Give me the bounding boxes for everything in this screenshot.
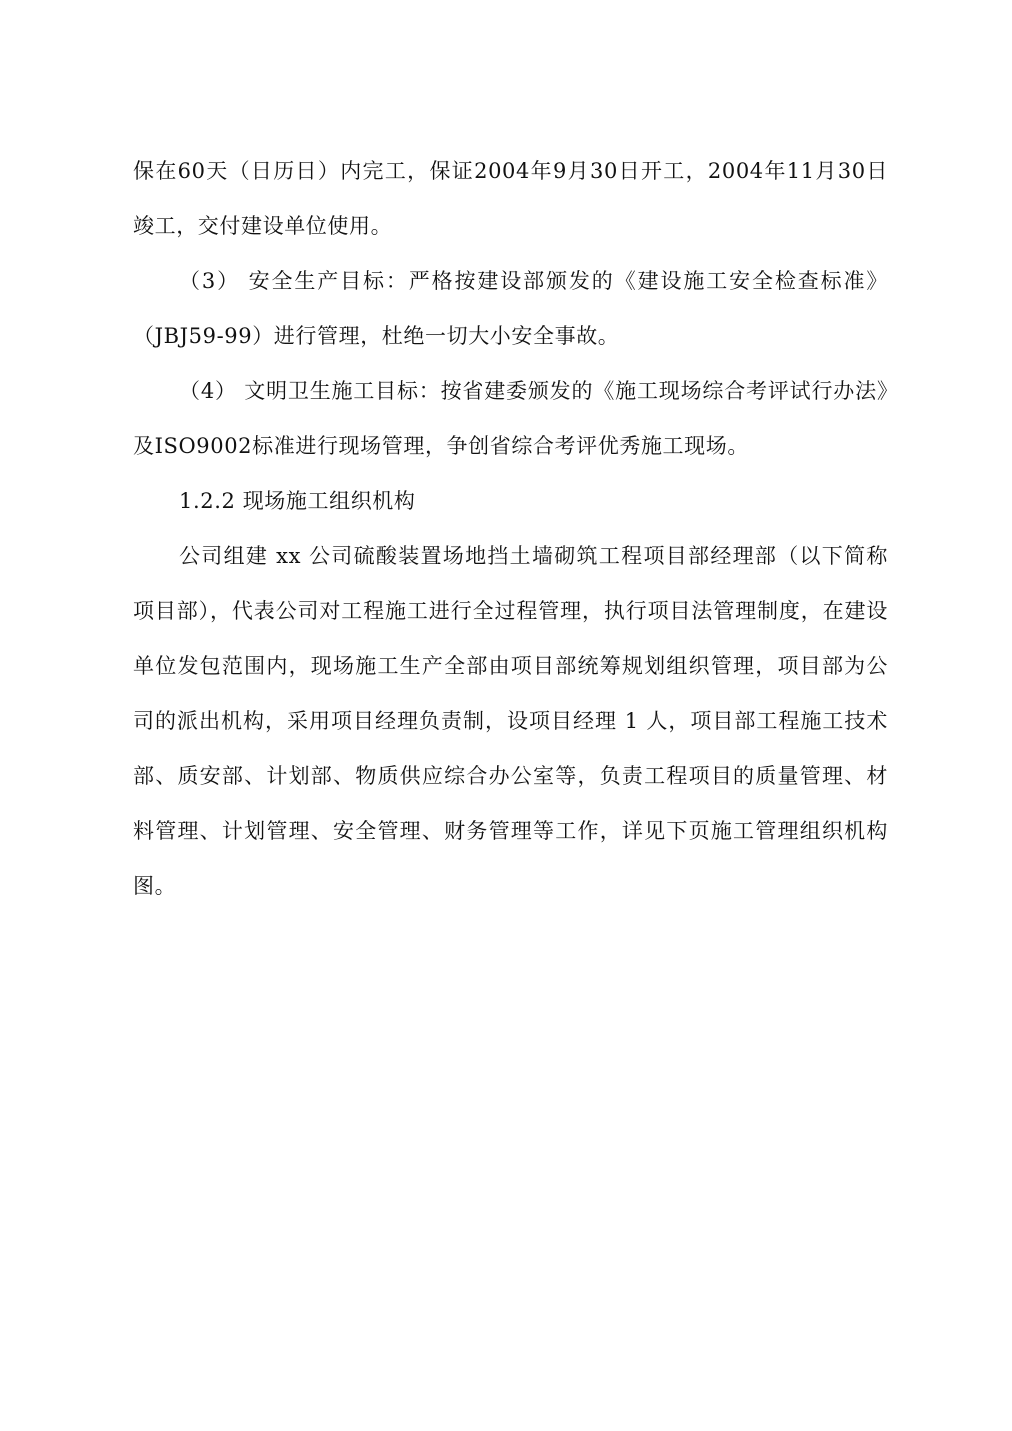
paragraph-safety-goal: （3） 安全生产目标：严格按建设部颁发的《建设施工安全检查标准》（JBJ59-99）进行管理，杜绝一切大小安全事故。 bbox=[133, 269, 888, 348]
section-heading: 1.2.2 现场施工组织机构 bbox=[179, 489, 416, 513]
paragraph-organization: 公司组建 xx 公司硫酸装置场地挡土墙砌筑工程项目部经理部（以下简称项目部），代表公司对工程施工进行全过程管理，执行项目法管理制度，在建设单位发包范围内，现场施工生产全部由项目部统筹规划组织管理，项目部为公司的派出机构，采用项目经理负责制，设项目经理 1 人，项目部工程施工技术部、质安部、计划部、物质供应综合办公室等，负责工程项目的质量管理、材料管理、计划管理、安全管理、财务管理等工作，详见下页施工管理组织机构图。 bbox=[133, 544, 888, 898]
document-body bbox=[133, 144, 888, 914]
paragraph-schedule-continuation: 保在60天（日历日）内完工，保证2004年9月30日开工，2004年11月30日竣工，交付建设单位使用。 bbox=[133, 159, 888, 238]
paragraph-civilized-goal: （4） 文明卫生施工目标：按省建委颁发的《施工现场综合考评试行办法》及ISO9002标准进行现场管理，争创省综合考评优秀施工现场。 bbox=[133, 379, 888, 458]
